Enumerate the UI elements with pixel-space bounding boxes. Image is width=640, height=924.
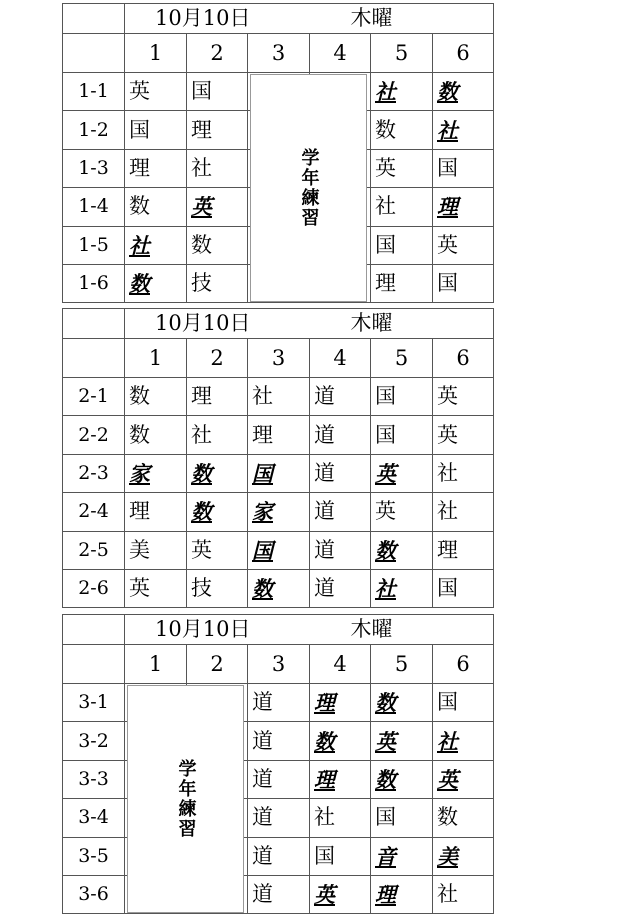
subject-cell-changed: 数 — [248, 569, 310, 607]
subject-cell: 理 — [125, 149, 187, 187]
class-label: 2-5 — [63, 531, 125, 569]
weekday-label: 木曜 — [350, 6, 393, 30]
subject-cell: 国 — [433, 149, 494, 187]
period-header: 1 — [125, 34, 187, 73]
class-label: 2-1 — [63, 378, 125, 416]
subject-cell: 数 — [371, 111, 433, 149]
period-header: 5 — [371, 34, 433, 73]
period-header: 4 — [310, 339, 371, 378]
subject-cell-changed: 英 — [310, 875, 371, 913]
period-header: 1 — [125, 339, 187, 378]
subject-cell: 社 — [433, 875, 494, 913]
subject-cell: 道 — [310, 493, 371, 531]
date-label: 10月10日 — [155, 617, 251, 641]
class-row — [63, 454, 494, 492]
subject-cell: 道 — [310, 531, 371, 569]
subject-cell-changed: 社 — [433, 111, 494, 149]
subject-cell-changed: 理 — [433, 188, 494, 226]
subject-cell-changed: 美 — [433, 837, 494, 875]
subject-cell: 理 — [187, 111, 248, 149]
subject-cell-changed: 英 — [371, 722, 433, 760]
corner-cell — [63, 4, 125, 34]
period-header: 4 — [310, 34, 371, 73]
subject-cell: 国 — [371, 226, 433, 264]
corner-cell — [63, 309, 125, 339]
class-label: 2-4 — [63, 493, 125, 531]
class-row — [63, 493, 494, 531]
subject-cell-changed: 国 — [248, 454, 310, 492]
class-row — [63, 569, 494, 607]
period-header: 3 — [248, 645, 310, 684]
subject-cell: 英 — [125, 569, 187, 607]
class-label: 1-6 — [63, 264, 125, 302]
subject-cell: 道 — [248, 760, 310, 798]
subject-cell: 道 — [248, 684, 310, 722]
class-label: 1-1 — [63, 73, 125, 111]
subject-cell-changed: 数 — [310, 722, 371, 760]
subject-cell: 国 — [187, 73, 248, 111]
class-label: 3-2 — [63, 722, 125, 760]
subject-cell: 道 — [310, 569, 371, 607]
period-header: 6 — [433, 34, 494, 73]
class-label: 3-1 — [63, 684, 125, 722]
subject-cell: 数 — [125, 188, 187, 226]
grade-practice-label: 学年練習 — [175, 759, 197, 840]
class-label: 1-4 — [63, 188, 125, 226]
subject-cell: 技 — [187, 569, 248, 607]
period-header: 5 — [371, 339, 433, 378]
subject-cell-changed: 社 — [125, 226, 187, 264]
subject-cell-changed: 数 — [371, 760, 433, 798]
subject-cell: 英 — [433, 416, 494, 454]
class-label: 2-6 — [63, 569, 125, 607]
period-header: 6 — [433, 339, 494, 378]
subject-cell: 技 — [187, 264, 248, 302]
subject-cell: 国 — [371, 378, 433, 416]
subject-cell: 国 — [371, 416, 433, 454]
period-header: 2 — [187, 645, 248, 684]
subject-cell: 社 — [248, 378, 310, 416]
period-corner — [63, 34, 125, 73]
subject-cell: 国 — [371, 799, 433, 837]
timetable — [62, 308, 494, 608]
period-header: 4 — [310, 645, 371, 684]
date-label: 10月10日 — [155, 6, 251, 30]
class-label: 1-2 — [63, 111, 125, 149]
class-label: 3-6 — [63, 875, 125, 913]
period-header: 6 — [433, 645, 494, 684]
class-row — [63, 378, 494, 416]
class-row — [63, 531, 494, 569]
period-header: 1 — [125, 645, 187, 684]
class-label: 3-3 — [63, 760, 125, 798]
class-label: 2-2 — [63, 416, 125, 454]
subject-cell: 道 — [310, 378, 371, 416]
grade-practice-box — [250, 74, 367, 302]
subject-cell: 社 — [187, 149, 248, 187]
subject-cell-changed: 英 — [433, 760, 494, 798]
subject-cell-changed: 家 — [248, 493, 310, 531]
subject-cell: 道 — [248, 837, 310, 875]
subject-cell: 道 — [248, 799, 310, 837]
period-header: 3 — [248, 34, 310, 73]
date-header — [125, 615, 494, 645]
subject-cell-changed: 数 — [187, 454, 248, 492]
subject-cell: 社 — [433, 493, 494, 531]
period-header: 2 — [187, 34, 248, 73]
subject-cell-changed: 英 — [187, 188, 248, 226]
subject-cell: 社 — [187, 416, 248, 454]
corner-cell — [63, 615, 125, 645]
subject-cell: 英 — [371, 149, 433, 187]
subject-cell: 美 — [125, 531, 187, 569]
timetable-grade-2 — [62, 308, 493, 608]
subject-cell-changed: 理 — [310, 760, 371, 798]
timetable-grade-1 — [62, 3, 493, 303]
subject-cell: 理 — [187, 378, 248, 416]
subject-cell: 英 — [371, 493, 433, 531]
subject-cell: 道 — [248, 875, 310, 913]
period-header: 2 — [187, 339, 248, 378]
subject-cell: 理 — [125, 493, 187, 531]
weekday-label: 木曜 — [350, 311, 393, 335]
subject-cell: 数 — [125, 378, 187, 416]
subject-cell-changed: 数 — [125, 264, 187, 302]
subject-cell: 理 — [371, 264, 433, 302]
subject-cell-changed: 数 — [433, 73, 494, 111]
class-label: 2-3 — [63, 454, 125, 492]
subject-cell: 国 — [433, 569, 494, 607]
subject-cell-changed: 音 — [371, 837, 433, 875]
subject-cell-changed: 理 — [371, 875, 433, 913]
subject-cell: 数 — [433, 799, 494, 837]
class-label: 3-5 — [63, 837, 125, 875]
grade-practice-box — [127, 685, 244, 913]
subject-cell: 社 — [433, 454, 494, 492]
subject-cell-changed: 数 — [371, 531, 433, 569]
subject-cell: 社 — [310, 799, 371, 837]
subject-cell-changed: 数 — [187, 493, 248, 531]
subject-cell: 理 — [433, 531, 494, 569]
subject-cell-changed: 社 — [371, 73, 433, 111]
subject-cell: 社 — [371, 188, 433, 226]
subject-cell: 道 — [310, 454, 371, 492]
subject-cell: 数 — [187, 226, 248, 264]
class-label: 1-3 — [63, 149, 125, 187]
subject-cell: 道 — [248, 722, 310, 760]
grade-practice-label: 学年練習 — [298, 148, 320, 229]
date-header — [125, 4, 494, 34]
timetable-grade-3 — [62, 614, 493, 914]
subject-cell-changed: 家 — [125, 454, 187, 492]
subject-cell: 国 — [310, 837, 371, 875]
date-header — [125, 309, 494, 339]
subject-cell-changed: 理 — [310, 684, 371, 722]
period-corner — [63, 645, 125, 684]
subject-cell: 国 — [433, 264, 494, 302]
subject-cell: 理 — [248, 416, 310, 454]
subject-cell-changed: 数 — [371, 684, 433, 722]
subject-cell-changed: 社 — [433, 722, 494, 760]
subject-cell: 道 — [310, 416, 371, 454]
subject-cell-changed: 社 — [371, 569, 433, 607]
subject-cell-changed: 英 — [371, 454, 433, 492]
period-corner — [63, 339, 125, 378]
class-row — [63, 416, 494, 454]
subject-cell: 英 — [433, 226, 494, 264]
subject-cell-changed: 国 — [248, 531, 310, 569]
date-label: 10月10日 — [155, 311, 251, 335]
period-header: 3 — [248, 339, 310, 378]
subject-cell: 数 — [125, 416, 187, 454]
weekday-label: 木曜 — [350, 617, 393, 641]
class-label: 1-5 — [63, 226, 125, 264]
period-header: 5 — [371, 645, 433, 684]
subject-cell: 英 — [125, 73, 187, 111]
class-label: 3-4 — [63, 799, 125, 837]
subject-cell: 英 — [433, 378, 494, 416]
subject-cell: 国 — [433, 684, 494, 722]
subject-cell: 英 — [187, 531, 248, 569]
subject-cell: 国 — [125, 111, 187, 149]
